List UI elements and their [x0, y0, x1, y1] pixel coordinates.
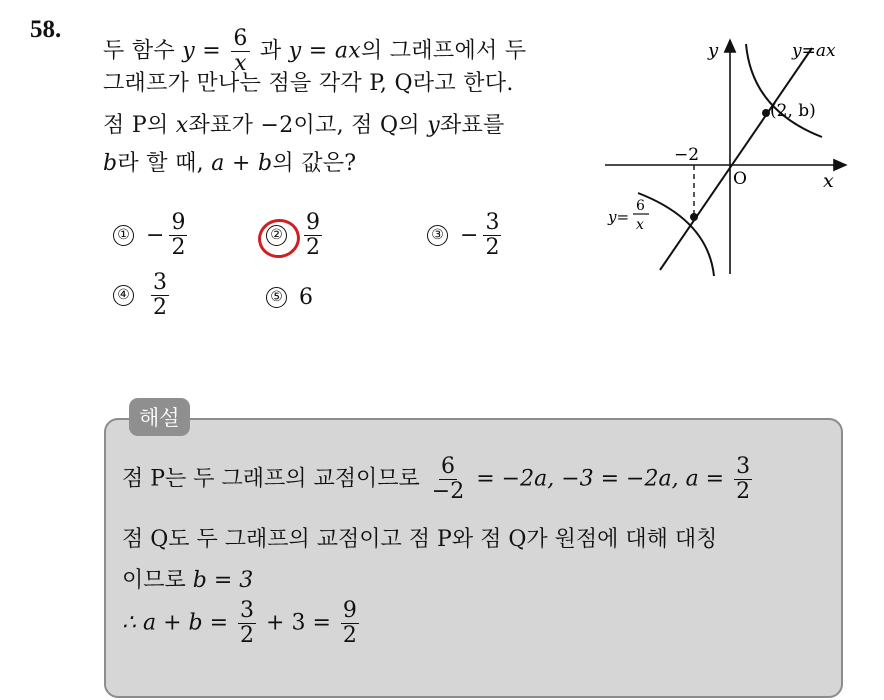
s3-text-a: 이므로: [122, 568, 193, 593]
graph-line-label: y=ax: [792, 41, 836, 61]
s1-num2: 3: [736, 454, 751, 479]
q4-expr: a + b: [211, 151, 273, 176]
option-3-symbol: ③: [427, 225, 448, 246]
solution-line-1: [122, 456, 755, 503]
graph-figure: [600, 30, 860, 280]
s1-den: −2: [431, 479, 465, 504]
option-4-fraction: [151, 272, 169, 319]
problem-number: 58.: [30, 16, 62, 43]
q1-frac-num: 6: [233, 26, 248, 51]
option-1-symbol: ①: [113, 225, 134, 246]
option-3[interactable]: [427, 212, 504, 259]
question-line-3: [103, 108, 505, 139]
s1-text-a: 점 P는 두 그래프의 교점이므로: [122, 466, 427, 492]
option-5-value: 6: [299, 285, 313, 310]
question-line-4: [103, 146, 356, 177]
s1-fraction-2: [734, 456, 752, 503]
graph-y-label: y: [708, 40, 719, 61]
q1-frac-den: x: [234, 51, 247, 76]
q4-b: b: [103, 151, 118, 176]
graph-hyperbola-den: x: [636, 217, 644, 233]
point-q: [762, 109, 770, 117]
q4-text-a: 라 할 때,: [117, 151, 212, 176]
q3-text-a: 점 P의: [103, 113, 176, 138]
option-1[interactable]: [113, 212, 190, 259]
option-2-num: 9: [306, 210, 320, 235]
s1-num: 6: [441, 454, 456, 479]
q3-text-b: 좌표가 −2이고, 점 Q의: [188, 113, 428, 138]
s4-text-a: ∴ a + b =: [122, 610, 236, 636]
option-4-den: 2: [153, 295, 167, 320]
option-4[interactable]: [113, 272, 172, 319]
option-1-fraction: [169, 212, 187, 259]
option-2-den: 2: [306, 235, 320, 260]
graph-point-label: (2, b): [770, 101, 816, 121]
q4-text-c: 의 값은?: [272, 151, 357, 176]
solution-line-4: [122, 600, 362, 647]
s4-text-b: + 3 =: [259, 610, 338, 636]
question-line-2: 그래프가 만나는 점을 각각 P, Q라고 한다.: [103, 71, 514, 96]
s4-den2: 2: [342, 623, 357, 648]
option-1-sign: −: [146, 223, 165, 248]
q1-ax: ax: [334, 38, 361, 64]
option-1-den: 2: [171, 235, 186, 260]
option-4-symbol: ④: [113, 285, 134, 306]
s4-fraction-2: [341, 600, 359, 647]
q1-text-a: 두 함수: [103, 38, 183, 64]
s4-den1: 2: [240, 623, 255, 648]
hyperbola-branch-q3: [638, 193, 714, 276]
graph-hyperbola-num: 6: [636, 198, 645, 214]
q1-text-b: 과: [252, 38, 289, 64]
s3-text-b: b = 3: [192, 568, 254, 593]
graph-neg2-label: −2: [674, 145, 700, 165]
option-3-num: 3: [485, 210, 500, 235]
option-5-symbol: ⑤: [266, 287, 287, 308]
q1-text-c: 의 그래프에서 두: [360, 38, 527, 64]
q1-y2: y: [288, 38, 302, 64]
q3-x: x: [175, 113, 189, 138]
point-p: [690, 213, 698, 221]
solution-tag: 해설: [129, 398, 190, 436]
s1-den2: 2: [736, 479, 751, 504]
s4-fraction-1: [238, 600, 256, 647]
solution-line-3: [122, 563, 253, 594]
option-2-fraction: [304, 212, 322, 259]
option-3-den: 2: [485, 235, 500, 260]
solution-line-2: 점 Q도 두 그래프의 교점이고 점 P와 점 Q가 원점에 대해 대칭: [122, 527, 718, 552]
q1-eq2: =: [301, 38, 335, 64]
q1-eq1: =: [194, 38, 229, 64]
graph-origin-label: O: [733, 169, 747, 189]
q1-y1: y: [182, 38, 195, 64]
option-2-symbol: ②: [266, 225, 287, 246]
option-1-num: 9: [171, 210, 186, 235]
s1-text-b: = −2a, −3 = −2a, a =: [469, 466, 732, 492]
s1-fraction: [430, 456, 466, 503]
option-4-num: 3: [153, 270, 167, 295]
option-5[interactable]: [266, 285, 313, 310]
q3-y: y: [427, 113, 440, 138]
option-3-sign: −: [460, 223, 479, 248]
s4-num1: 3: [240, 598, 255, 623]
graph-x-label: x: [823, 170, 834, 192]
graph-hyperbola-label: y=: [608, 208, 630, 226]
option-3-fraction: [483, 212, 501, 259]
s4-num2: 9: [342, 598, 357, 623]
q3-text-c: 좌표를: [439, 113, 505, 138]
